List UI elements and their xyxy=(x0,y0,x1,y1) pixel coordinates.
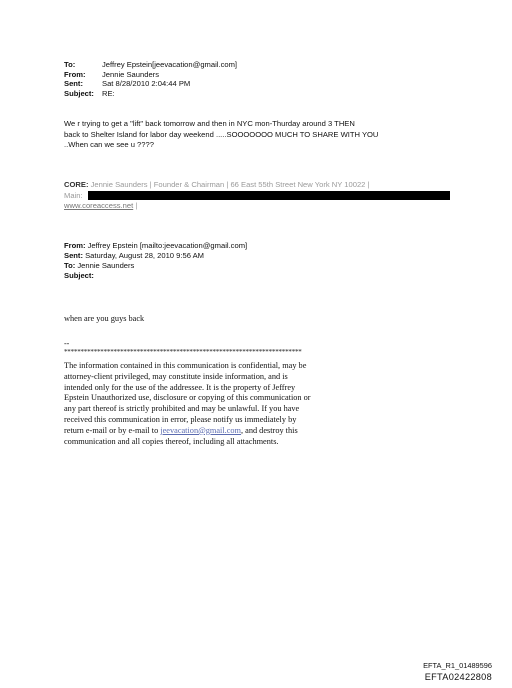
orig-subject-row xyxy=(64,271,247,281)
to-row xyxy=(64,60,237,70)
orig-sent-label: Sent: xyxy=(64,251,83,260)
bates-number-2: EFTA02422808 xyxy=(424,672,492,682)
reply-body: We r trying to get a "lift" back tomorrow and then in NYC mon-Thurday around 3 THEN back to Shelter Island for labor day weekend .....SOOOOOOO MUCH TO SHARE WITH YOU ..When can we see u ???? xyxy=(64,119,379,150)
redaction-bar xyxy=(88,191,450,200)
from-value: Jennie Saunders xyxy=(102,69,159,79)
orig-from-label: From: xyxy=(64,241,86,250)
sent-value: Sat 8/28/2010 2:04:44 PM xyxy=(102,79,191,89)
orig-to-row xyxy=(64,261,247,271)
signature-details: Jennie Saunders | Founder & Chairman | 66 East 55th Street New York NY 10022 | xyxy=(88,180,370,189)
separator-dashes: -- xyxy=(64,339,70,348)
orig-subject-label: Subject: xyxy=(64,271,94,280)
disclaimer-text-start: The information contained in this communication is confidential, may be attorney-client privileged, may constitute inside information, and is intended only for the use of the addressee. It is the property of Jeffrey Epstein Unauthorized use, disclosure or copying of this communication or any part thereof is strictly prohibited and may be unlawful. If you have received this communication in error, please notify us immediately by return e-mail or by e-mail to xyxy=(64,361,311,435)
sent-row xyxy=(64,79,237,89)
disclaimer-email-link[interactable]: jeevacation@gmail.com xyxy=(160,425,241,435)
orig-to-label: To: xyxy=(64,261,76,270)
subject-label: Subject: xyxy=(64,88,94,98)
from-row xyxy=(64,70,237,80)
orig-to-value: Jennie Saunders xyxy=(75,261,135,270)
sent-label: Sent: xyxy=(64,79,83,89)
email-header-original xyxy=(64,241,247,281)
confidentiality-disclaimer xyxy=(64,361,314,447)
original-body: when are you guys back xyxy=(64,314,145,323)
from-label: From: xyxy=(64,69,86,79)
signature-line-1 xyxy=(64,180,369,191)
signature-line-3 xyxy=(64,201,369,212)
separator-stars: ************************************************************************ xyxy=(64,348,302,356)
subject-row xyxy=(64,89,237,99)
to-value: Jeffrey Epstein[jeevacation@gmail.com] xyxy=(102,60,238,69)
signature-website-suffix: | xyxy=(133,201,138,210)
orig-from-row xyxy=(64,241,247,251)
subject-value: RE: xyxy=(102,88,115,98)
bates-number-1: EFTA_R1_01489596 xyxy=(423,661,492,670)
signature-core-label: CORE: xyxy=(64,180,89,189)
orig-sent-row xyxy=(64,251,247,261)
signature-main-label: Main: xyxy=(64,190,83,200)
signature-website-link[interactable]: www.coreaccess.net xyxy=(64,201,134,210)
orig-from-value: Jeffrey Epstein [mailto:jeevacation@gmail.com] xyxy=(85,241,248,250)
email-header-reply xyxy=(64,60,237,98)
orig-sent-value: Saturday, August 28, 2010 9:56 AM xyxy=(82,251,205,260)
signature-block xyxy=(64,180,369,212)
to-label: To: xyxy=(64,60,76,69)
disclaimer-text-end: , and destroy this communication and all copies thereof, including all attachments. xyxy=(64,425,298,446)
